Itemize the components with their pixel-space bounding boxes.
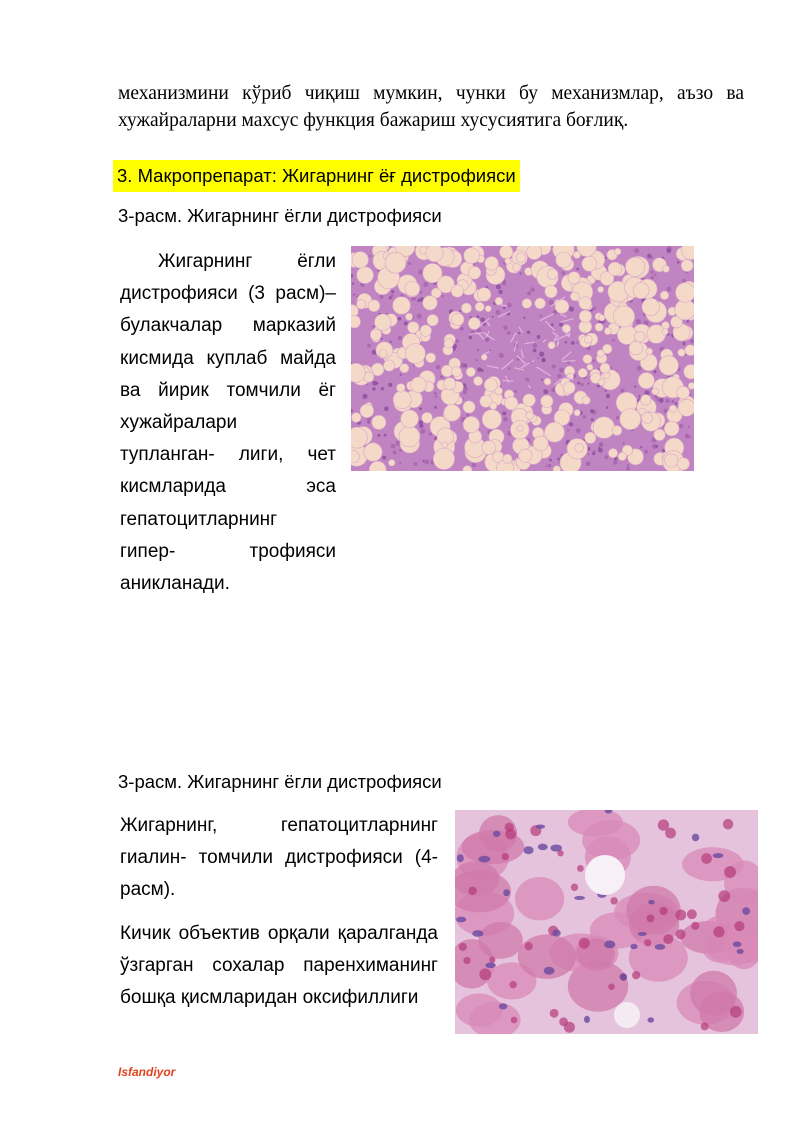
figure-caption-2: 3-расм. Жигарнинг ёгли дистрофияси [118,771,442,792]
paragraph-1: Жигарнинг, гепатоцитларнинг гиалин- томчили дистрофияси (4-расм). [120,815,438,901]
paragraph-2: Кичик объектив орқали қаралганда ўзгарган сохалар паренхиманинг бошқа қисмларидан оксифиллиги [120,922,438,1009]
fatty-liver-micrograph [351,246,694,471]
footer-author: Isfandiyor [118,1065,176,1079]
intro-paragraph: механизмини кўриб чиқиш мумкин, чунки бу механизмлар, аъзо ва хужайраларни махсус функция бажариш хусусиятига боғлиқ. [118,83,744,131]
figure-description-2 [120,810,438,1014]
figure-caption: 3-расм. Жигарнинг ёгли дистрофияси [118,205,442,226]
figure-description [120,246,336,600]
hyaline-droplet-micrograph [455,810,758,1034]
section-heading: 3. Макропрепарат: Жигарнинг ёғ дистрофияси [113,160,520,192]
description-text: Жигарнинг ёгли дистрофияси (3 расм)– булакчалар марказий кисмида куплаб майда ва йирик томчили ёг хужайралари тупланган- лиги, чет кисмларида эса гепатоцитларнинг гипер- трофияси аникланади. [120,251,336,595]
